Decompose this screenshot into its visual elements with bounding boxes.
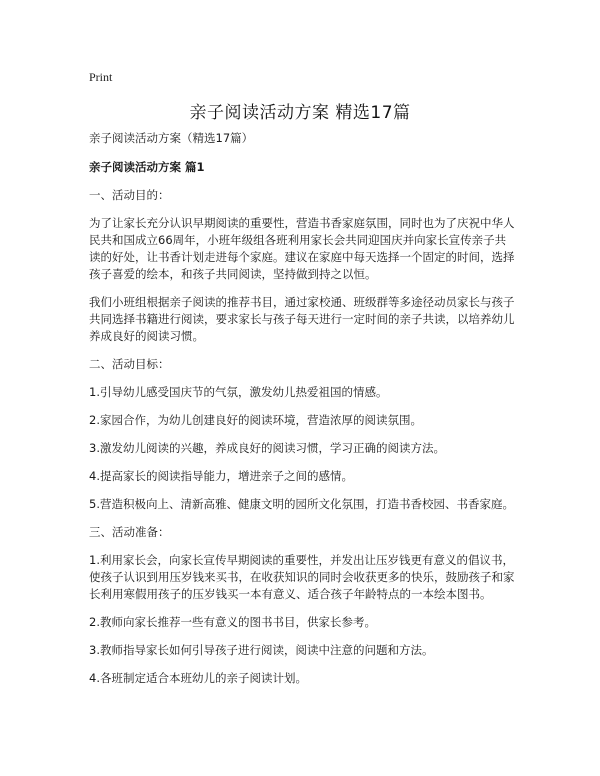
preparation-item: 3.教师指导家长如何引导孩子进行阅读，阅读中注意的问题和方法。 [89, 643, 434, 657]
heading-goals: 二、活动目标： [89, 357, 170, 371]
goal-item: 5.营造积极向上、清新高雅、健康文明的园所文化氛围，打造书香校园、书香家庭。 [89, 497, 514, 511]
goal-item: 2.家园合作，为幼儿创建良好的阅读环境，营造浓厚的阅读氛围。 [89, 413, 422, 427]
section-title: 亲子阅读活动方案 篇1 [89, 160, 205, 174]
goal-item: 3.激发幼儿阅读的兴趣，养成良好的阅读习惯，学习正确的阅读方法。 [89, 441, 445, 455]
goal-item: 1.引导幼儿感受国庆节的气氛，激发幼儿热爱祖国的情感。 [89, 385, 388, 399]
document-body [89, 130, 517, 698]
heading-purpose: 一、活动目的： [89, 188, 170, 202]
preparation-item: 1.利用家长会，向家长宣传早期阅读的重要性，并发出让压岁钱更有意义的倡议书，使孩子认识到用压岁钱来买书，在收获知识的同时会收获更多的快乐，鼓励孩子和家长利用寒假用孩子的压岁钱买一本有意义、适合孩子年龄特点的一本绘本图书。 [89, 553, 515, 601]
preparation-item: 2.教师向家长推荐一些有意义的图书书目，供家长参考。 [89, 615, 376, 629]
goal-item: 4.提高家长的阅读指导能力，增进亲子之间的感情。 [89, 469, 353, 483]
print-link[interactable]: Print [89, 70, 113, 84]
paragraph-purpose-1: 为了让家长充分认识早期阅读的重要性，营造书香家庭氛围，同时也为了庆祝中华人民共和国成立66周年，小班年级组各班利用家长会共同迎国庆并向家长宣传亲子共读的好处，让书香计划走进每个家庭。建议在家庭中每天选择一个固定的时间，选择孩子喜爱的绘本，和孩子共同阅读，坚持做到持之以恒。 [89, 216, 515, 281]
preparation-item: 4.各班制定适合本班幼儿的亲子阅读计划。 [89, 671, 307, 685]
paragraph-purpose-2: 我们小班组根据亲子阅读的推荐书目，通过家校通、班级群等多途径动员家长与孩子共同选择书籍进行阅读，要求家长与孩子每天进行一定时间的亲子共读，以培养幼儿养成良好的阅读习惯。 [89, 295, 515, 343]
page-title: 亲子阅读活动方案 精选17篇 [189, 103, 411, 123]
heading-preparation: 三、活动准备： [89, 525, 170, 539]
document-subtitle: 亲子阅读活动方案（精选17篇） [89, 131, 254, 145]
